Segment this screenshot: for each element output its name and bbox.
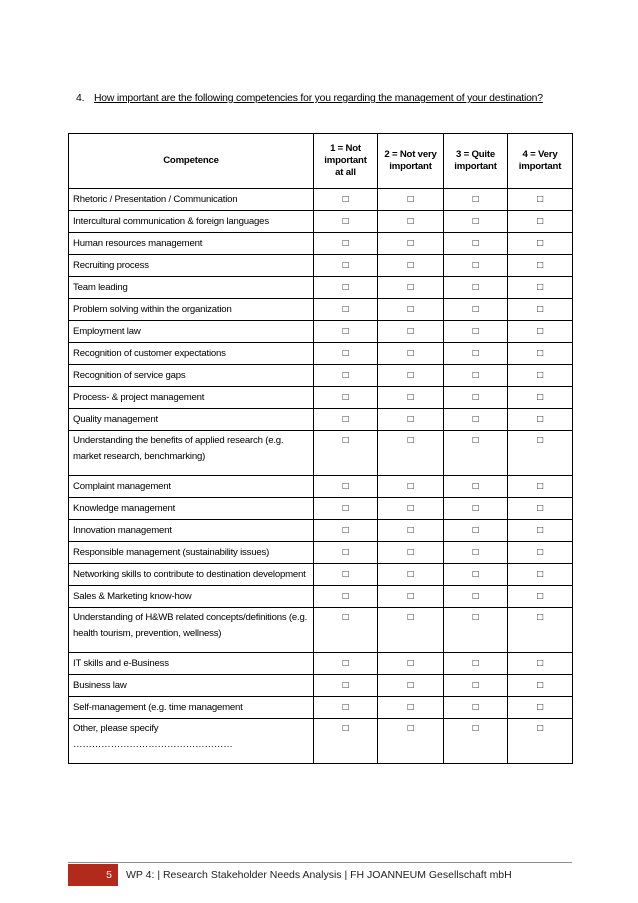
competence-label-line: Networking skills to contribute to destination development: [73, 568, 306, 580]
table-row: [69, 431, 573, 476]
rating-4-checkbox[interactable]: □: [508, 476, 573, 498]
table-row: [69, 586, 573, 608]
rating-4-checkbox[interactable]: □: [508, 675, 573, 697]
rating-2-checkbox[interactable]: □: [378, 255, 444, 277]
table-row: [69, 498, 573, 520]
page-number: 5: [106, 869, 112, 881]
rating-3-checkbox[interactable]: □: [444, 586, 508, 608]
rating-4-checkbox[interactable]: □: [508, 608, 573, 653]
competence-label: [69, 409, 314, 431]
rating-3-checkbox[interactable]: □: [444, 431, 508, 476]
rating-3-checkbox[interactable]: □: [444, 299, 508, 321]
table-row: [69, 675, 573, 697]
rating-2-checkbox[interactable]: □: [378, 211, 444, 233]
rating-3-checkbox[interactable]: □: [444, 564, 508, 586]
rating-3-checkbox[interactable]: □: [444, 255, 508, 277]
header-quite-important: [444, 134, 508, 189]
rating-2-checkbox[interactable]: □: [378, 189, 444, 211]
competence-label: [69, 321, 314, 343]
competence-label: [69, 277, 314, 299]
competence-label: [69, 719, 314, 764]
competence-label-line: Business law: [73, 679, 127, 691]
rating-3-checkbox[interactable]: □: [444, 211, 508, 233]
competence-label: [69, 542, 314, 564]
table-row: [69, 255, 573, 277]
rating-3-checkbox[interactable]: □: [444, 476, 508, 498]
rating-2-checkbox[interactable]: □: [378, 277, 444, 299]
rating-2-checkbox[interactable]: □: [378, 697, 444, 719]
table-row: [69, 564, 573, 586]
rating-4-checkbox[interactable]: □: [508, 542, 573, 564]
table-row: [69, 387, 573, 409]
rating-4-checkbox[interactable]: □: [508, 409, 573, 431]
table-row: [69, 697, 573, 719]
header-not-very-line2: important: [389, 161, 432, 172]
rating-1-checkbox[interactable]: □: [314, 431, 378, 476]
competence-label: [69, 697, 314, 719]
rating-3-checkbox[interactable]: □: [444, 343, 508, 365]
competence-label-line: ……………………………………………: [73, 739, 233, 750]
competence-label-line: Other, please specify: [73, 723, 159, 734]
rating-1-checkbox[interactable]: □: [314, 719, 378, 764]
header-row: [69, 134, 573, 189]
rating-2-checkbox[interactable]: □: [378, 233, 444, 255]
competence-label: [69, 299, 314, 321]
competence-label-line: Sales & Marketing know-how: [73, 590, 192, 602]
competence-label: [69, 564, 314, 586]
rating-1-checkbox[interactable]: □: [314, 255, 378, 277]
competence-label-line: Responsible management (sustainability issues): [73, 546, 270, 558]
competence-label-line: Rhetoric / Presentation / Communication: [73, 193, 238, 205]
competence-label-line: Knowledge management: [73, 502, 176, 514]
rating-4-checkbox[interactable]: □: [508, 719, 573, 764]
rating-4-checkbox[interactable]: □: [508, 211, 573, 233]
rating-2-checkbox[interactable]: □: [378, 653, 444, 675]
table-row: [69, 233, 573, 255]
table-row: [69, 520, 573, 542]
rating-3-checkbox[interactable]: □: [444, 233, 508, 255]
table-row: [69, 211, 573, 233]
rating-1-checkbox[interactable]: □: [314, 586, 378, 608]
competence-label-line: Complaint management: [73, 480, 171, 492]
rating-3-checkbox[interactable]: □: [444, 653, 508, 675]
competence-label: [69, 189, 314, 211]
rating-1-checkbox[interactable]: □: [314, 365, 378, 387]
table-row: [69, 608, 573, 653]
rating-4-checkbox[interactable]: □: [508, 697, 573, 719]
rating-4-checkbox[interactable]: □: [508, 586, 573, 608]
header-not-important-line1: 1 = Not: [330, 143, 361, 154]
rating-3-checkbox[interactable]: □: [444, 719, 508, 764]
competence-label-line: Innovation management: [73, 524, 172, 536]
competence-label: [69, 476, 314, 498]
rating-3-checkbox[interactable]: □: [444, 409, 508, 431]
competence-label: [69, 586, 314, 608]
rating-4-checkbox[interactable]: □: [508, 255, 573, 277]
rating-2-checkbox[interactable]: □: [378, 476, 444, 498]
rating-2-checkbox[interactable]: □: [378, 564, 444, 586]
rating-2-checkbox[interactable]: □: [378, 498, 444, 520]
rating-3-checkbox[interactable]: □: [444, 520, 508, 542]
rating-3-checkbox[interactable]: □: [444, 498, 508, 520]
rating-1-checkbox[interactable]: □: [314, 697, 378, 719]
rating-1-checkbox[interactable]: □: [314, 299, 378, 321]
header-very-line2: important: [518, 161, 562, 172]
rating-4-checkbox[interactable]: □: [508, 277, 573, 299]
rating-1-checkbox[interactable]: □: [314, 189, 378, 211]
competency-table: [68, 133, 573, 764]
rating-2-checkbox[interactable]: □: [378, 299, 444, 321]
question-text: How important are the following competencies for you regarding the management of your destination?: [94, 93, 543, 104]
rating-1-checkbox[interactable]: □: [314, 675, 378, 697]
rating-3-checkbox[interactable]: □: [444, 697, 508, 719]
competence-label-line: market research, benchmarking): [73, 451, 206, 462]
rating-4-checkbox[interactable]: □: [508, 233, 573, 255]
rating-3-checkbox[interactable]: □: [444, 189, 508, 211]
footer-divider: [68, 862, 572, 863]
table-row: [69, 542, 573, 564]
competence-label: [69, 608, 314, 653]
table-row: [69, 476, 573, 498]
rating-4-checkbox[interactable]: □: [508, 520, 573, 542]
competence-label: [69, 498, 314, 520]
competence-label-line: Understanding the benefits of applied research (e.g.: [73, 435, 284, 446]
rating-1-checkbox[interactable]: □: [314, 653, 378, 675]
header-not-very-important: [378, 134, 444, 189]
competence-label: [69, 343, 314, 365]
competence-label: [69, 387, 314, 409]
competence-label: [69, 365, 314, 387]
rating-2-checkbox[interactable]: □: [378, 719, 444, 764]
rating-2-checkbox[interactable]: □: [378, 520, 444, 542]
rating-1-checkbox[interactable]: □: [314, 608, 378, 653]
header-quite-line1: 3 = Quite: [456, 149, 495, 160]
rating-3-checkbox[interactable]: □: [444, 608, 508, 653]
table-row: [69, 277, 573, 299]
rating-2-checkbox[interactable]: □: [378, 586, 444, 608]
rating-1-checkbox[interactable]: □: [314, 277, 378, 299]
rating-1-checkbox[interactable]: □: [314, 542, 378, 564]
rating-4-checkbox[interactable]: □: [508, 343, 573, 365]
rating-2-checkbox[interactable]: □: [378, 343, 444, 365]
rating-1-checkbox[interactable]: □: [314, 498, 378, 520]
rating-1-checkbox[interactable]: □: [314, 321, 378, 343]
header-quite-line2: important: [454, 161, 497, 172]
footer-text: WP 4: | Research Stakeholder Needs Analysis | FH JOANNEUM Gesellschaft mbH: [126, 869, 512, 881]
rating-2-checkbox[interactable]: □: [378, 409, 444, 431]
rating-2-checkbox[interactable]: □: [378, 321, 444, 343]
header-not-very-line1: 2 = Not very: [384, 149, 437, 160]
table-row: [69, 409, 573, 431]
rating-1-checkbox[interactable]: □: [314, 409, 378, 431]
rating-3-checkbox[interactable]: □: [444, 542, 508, 564]
table-row: [69, 321, 573, 343]
table-row: [69, 365, 573, 387]
rating-4-checkbox[interactable]: □: [508, 365, 573, 387]
rating-4-checkbox[interactable]: □: [508, 299, 573, 321]
rating-1-checkbox[interactable]: □: [314, 476, 378, 498]
competence-label-line: Recognition of customer expectations: [73, 347, 226, 359]
header-very-important: [508, 134, 573, 189]
table-row: [69, 719, 573, 764]
competence-label-line: Understanding of H&WB related concepts/definitions (e.g.: [73, 612, 308, 623]
header-not-important: [314, 134, 378, 189]
rating-4-checkbox[interactable]: □: [508, 321, 573, 343]
rating-4-checkbox[interactable]: □: [508, 564, 573, 586]
rating-3-checkbox[interactable]: □: [444, 321, 508, 343]
rating-1-checkbox[interactable]: □: [314, 564, 378, 586]
table-row: [69, 343, 573, 365]
rating-4-checkbox[interactable]: □: [508, 498, 573, 520]
competence-label-line: Quality management: [73, 413, 158, 425]
question-4: [76, 93, 576, 104]
table-row: [69, 299, 573, 321]
competence-label-line: Intercultural communication & foreign languages: [73, 215, 269, 227]
rating-1-checkbox[interactable]: □: [314, 233, 378, 255]
table-row: [69, 189, 573, 211]
rating-4-checkbox[interactable]: □: [508, 189, 573, 211]
rating-2-checkbox[interactable]: □: [378, 365, 444, 387]
table-row: [69, 653, 573, 675]
rating-3-checkbox[interactable]: □: [444, 277, 508, 299]
competence-label: [69, 653, 314, 675]
rating-2-checkbox[interactable]: □: [378, 387, 444, 409]
competence-label: [69, 675, 314, 697]
competence-label-line: Recognition of service gaps: [73, 369, 186, 381]
competence-label-line: Recruiting process: [73, 259, 149, 271]
competence-label-line: Employment law: [73, 325, 141, 337]
rating-2-checkbox[interactable]: □: [378, 431, 444, 476]
competence-label: [69, 255, 314, 277]
header-not-important-line3: at all: [335, 167, 356, 178]
rating-4-checkbox[interactable]: □: [508, 387, 573, 409]
competence-label-line: Problem solving within the organization: [73, 303, 232, 315]
competence-label: [69, 520, 314, 542]
rating-3-checkbox[interactable]: □: [444, 675, 508, 697]
competence-label-line: Process- & project management: [73, 391, 205, 403]
rating-1-checkbox[interactable]: □: [314, 343, 378, 365]
table-body: [69, 189, 573, 764]
rating-2-checkbox[interactable]: □: [378, 608, 444, 653]
rating-4-checkbox[interactable]: □: [508, 431, 573, 476]
page-number-badge: [68, 864, 118, 886]
header-competence: Competence: [69, 134, 314, 189]
rating-1-checkbox[interactable]: □: [314, 520, 378, 542]
rating-2-checkbox[interactable]: □: [378, 675, 444, 697]
rating-3-checkbox[interactable]: □: [444, 387, 508, 409]
rating-1-checkbox[interactable]: □: [314, 387, 378, 409]
rating-3-checkbox[interactable]: □: [444, 365, 508, 387]
competence-label-line: Self-management (e.g. time management: [73, 701, 243, 713]
rating-2-checkbox[interactable]: □: [378, 542, 444, 564]
competence-label-line: Team leading: [73, 281, 128, 293]
competence-label: [69, 211, 314, 233]
rating-1-checkbox[interactable]: □: [314, 211, 378, 233]
competence-label: [69, 233, 314, 255]
competence-label-line: Human resources management: [73, 237, 203, 249]
header-not-important-line2: important: [324, 155, 367, 166]
competence-label-line: IT skills and e-Business: [73, 657, 169, 669]
question-number: 4.: [76, 93, 85, 104]
rating-4-checkbox[interactable]: □: [508, 653, 573, 675]
header-very-line1: 4 = Very: [522, 149, 558, 160]
competence-label: [69, 431, 314, 476]
competence-label-line: health tourism, prevention, wellness): [73, 628, 222, 639]
